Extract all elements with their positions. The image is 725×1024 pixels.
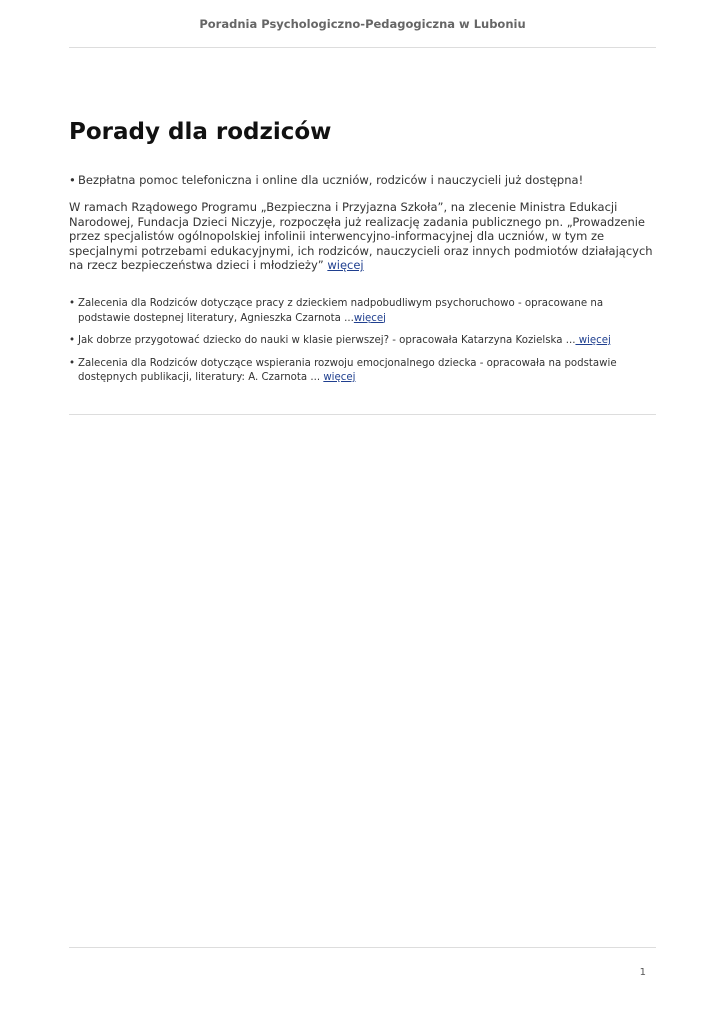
lead-bullet (69, 172, 659, 188)
page-number: 1 (639, 967, 646, 978)
list-item (69, 297, 656, 326)
list-item (69, 334, 656, 349)
lead-bullet-text: Bezpłatna pomoc telefoniczna i online dla uczniów, rodziców i nauczycieli już dostępna! (78, 173, 584, 187)
lead-more-link[interactable]: więcej (327, 258, 364, 273)
more-link[interactable]: więcej (323, 372, 356, 383)
footer-divider (69, 947, 656, 948)
list-item-text: Zalecenia dla Rodziców dotyczące wspierania rozwoju emocjonalnego dziecka - opracowała na podstawie dostępnych publikacji, literatury: A. Czarnota ... (78, 357, 617, 383)
header-divider (69, 47, 656, 48)
lead-section (69, 172, 659, 273)
lead-paragraph-text: W ramach Rządowego Programu „Bezpieczna i Przyjazna Szkoła”, na zlecenie Ministra Edukacji Narodowej, Fundacja Dzieci Niczyje, rozpoczęła już realizację zadania publicznego pn. „Prowadzenie przez specjalistów ogólnopolskiej infolinii interwencyjno-informacyjnej dla uczniów, w tym ze specjalnymi potrzebami edukacyjnymi, ich rodziców, nauczycieli oraz innych podmiotów działających na rzecz bezpieczeństwa dzieci i młodzieży” (69, 200, 653, 273)
advice-list (69, 297, 656, 394)
site-header: Poradnia Psychologiczno-Pedagogiczna w Luboniu (199, 17, 526, 31)
list-item (69, 357, 656, 386)
more-link[interactable]: więcej (353, 312, 386, 324)
content-divider (69, 414, 656, 415)
list-item-text: Jak dobrze przygotować dziecko do nauki w klasie pierwszej? - opracowała Katarzyna Kozielska ... (78, 335, 576, 346)
lead-paragraph (69, 200, 659, 273)
more-link[interactable]: więcej (575, 335, 611, 346)
page-title: Porady dla rodziców (69, 119, 332, 145)
list-item-text: Zalecenia dla Rodziców dotyczące pracy z dzieckiem nadpobudliwym psychoruchowo - opracowane na podstawie dostepnej literatury, Agnieszka Czarnota ... (78, 298, 604, 324)
